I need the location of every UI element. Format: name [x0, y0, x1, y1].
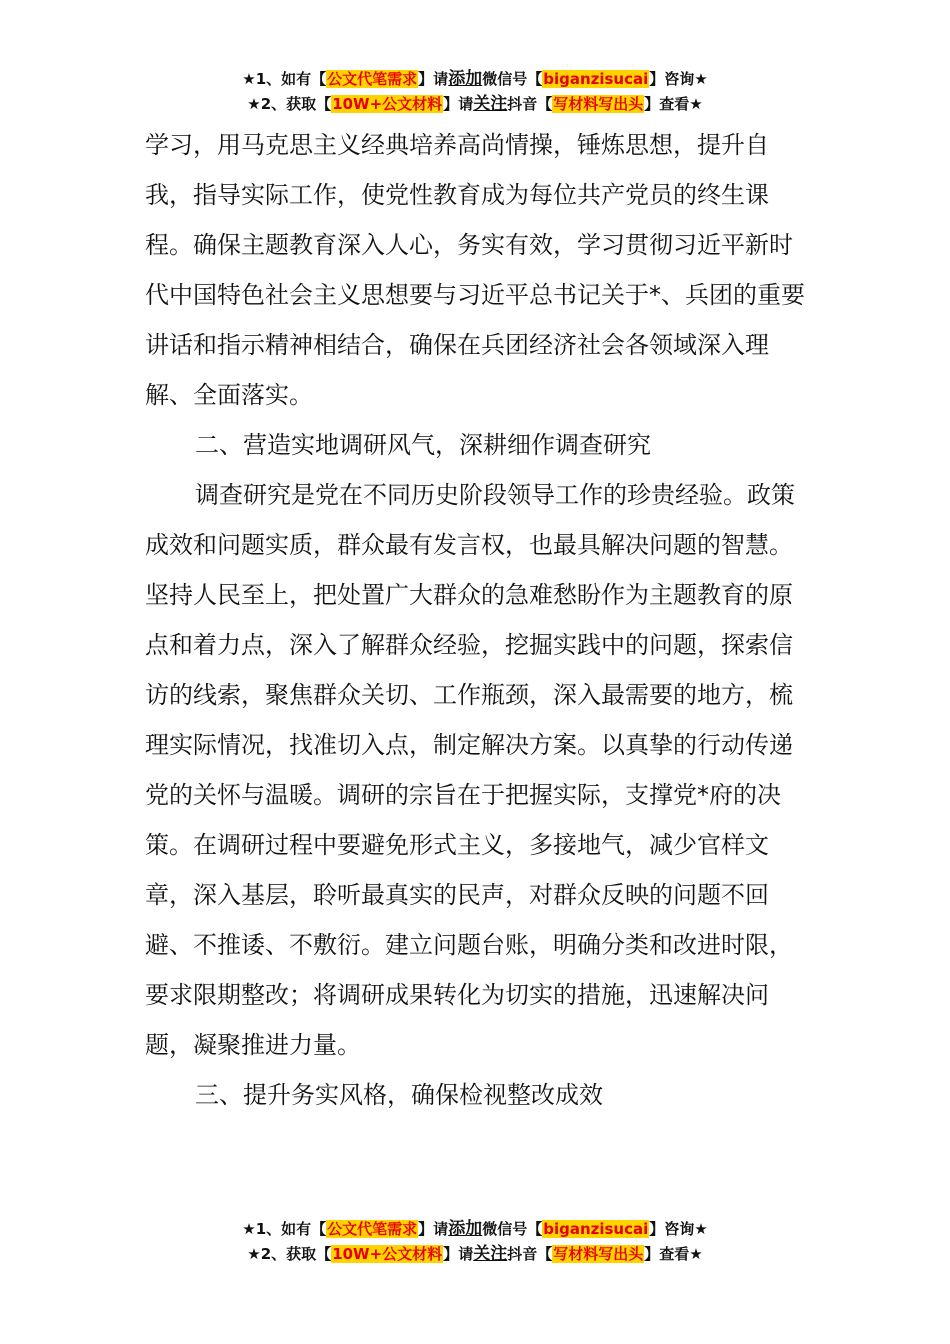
banner-text: 】咨询★ — [649, 1220, 708, 1238]
banner-text: 微信号【 — [482, 70, 543, 88]
banner-text: 】查看★ — [644, 1245, 703, 1263]
section-heading: 三、提升务实风格，确保检视整改成效 — [195, 1081, 603, 1109]
banner-line-1 — [0, 1217, 950, 1242]
wechat-id: biganzisucai — [543, 1220, 649, 1238]
banner-text: 抖音【 — [507, 1245, 553, 1263]
emphasis-text: 关注 — [473, 94, 508, 114]
wechat-id: biganzisucai — [543, 70, 649, 88]
banner-text: 】请 — [443, 95, 474, 113]
emphasis-text: 添加 — [448, 69, 483, 89]
highlight-tag: 10W+公文材料 — [332, 1245, 443, 1263]
douyin-id: 写材料写出头 — [553, 1245, 644, 1263]
banner-text: 】请 — [418, 1220, 449, 1238]
top-banner — [0, 67, 950, 117]
banner-line-2 — [0, 1242, 950, 1267]
banner-line-2 — [0, 92, 950, 117]
banner-text: ★1、如有【 — [242, 70, 327, 88]
document-body — [145, 120, 805, 1120]
banner-line-1 — [0, 67, 950, 92]
paragraph: 学习，用马克思主义经典培养高尚情操，锤炼思想，提升自我，指导实际工作，使党性教育成为每位共产党员的终生课程。确保主题教育深入人心，务实有效，学习贯彻习近平新时代中国特色社会主义思想要与习近平总书记关于*、兵团的重要讲话和指示精神相结合，确保在兵团经济社会各领域深入理解、全面落实。 — [145, 131, 805, 409]
banner-text: ★1、如有【 — [242, 1220, 327, 1238]
douyin-id: 写材料写出头 — [553, 95, 644, 113]
emphasis-text: 添加 — [448, 1219, 483, 1239]
bottom-banner — [0, 1217, 950, 1267]
banner-text: ★2、获取【 — [247, 95, 332, 113]
paragraph: 调查研究是党在不同历史阶段领导工作的珍贵经验。政策成效和问题实质，群众最有发言权，也最具解决问题的智慧。坚持人民至上，把处置广大群众的急难愁盼作为主题教育的原点和着力点，深入了解群众经验，挖掘实践中的问题，探索信访的线索，聚焦群众关切、工作瓶颈，深入最需要的地方，梳理实际情况，找准切入点，制定解决方案。以真挚的行动传递党的关怀与温暖。调研的宗旨在于把握实际，支撑党*府的决策。在调研过程中要避免形式主义，多接地气，减少官样文章，深入基层，聆听最真实的民声，对群众反映的问题不回避、不推诿、不敷衍。建立问题台账，明确分类和改进时限，要求限期整改；将调研成果转化为切实的措施，迅速解决问题，凝聚推进力量。 — [145, 481, 795, 1059]
banner-text: 】请 — [418, 70, 449, 88]
banner-text: 】查看★ — [644, 95, 703, 113]
banner-text: 微信号【 — [482, 1220, 543, 1238]
highlight-tag: 10W+公文材料 — [332, 95, 443, 113]
highlight-tag: 公文代笔需求 — [327, 1220, 418, 1238]
section-heading: 二、营造实地调研风气，深耕细作调查研究 — [195, 431, 651, 459]
highlight-tag: 公文代笔需求 — [327, 70, 418, 88]
banner-text: 】咨询★ — [649, 70, 708, 88]
banner-text: ★2、获取【 — [247, 1245, 332, 1263]
emphasis-text: 关注 — [473, 1244, 508, 1264]
banner-text: 抖音【 — [507, 95, 553, 113]
banner-text: 】请 — [443, 1245, 474, 1263]
